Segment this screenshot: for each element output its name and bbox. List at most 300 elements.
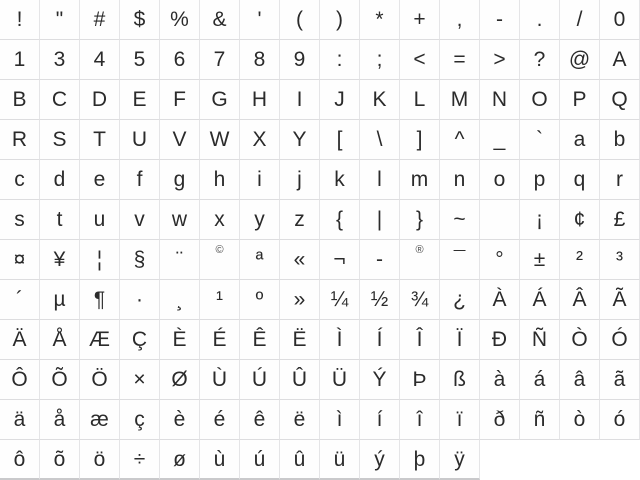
glyph-cell[interactable] bbox=[80, 200, 120, 240]
glyph: ° bbox=[495, 248, 504, 271]
glyph-cell[interactable] bbox=[480, 240, 520, 280]
glyph-cell[interactable] bbox=[200, 440, 240, 480]
glyph: ë bbox=[293, 408, 306, 431]
glyph-cell[interactable] bbox=[480, 160, 520, 200]
glyph-cell[interactable] bbox=[440, 120, 480, 160]
glyph-cell[interactable] bbox=[0, 120, 40, 160]
glyph: º bbox=[255, 288, 264, 311]
glyph-cell[interactable] bbox=[120, 240, 160, 280]
glyph: ^ bbox=[454, 128, 465, 151]
glyph: ¨ bbox=[176, 248, 183, 271]
glyph: g bbox=[173, 168, 186, 191]
glyph: \ bbox=[376, 128, 383, 151]
glyph: ¡ bbox=[536, 208, 543, 231]
glyph-cell[interactable] bbox=[440, 360, 480, 400]
glyph-cell[interactable] bbox=[280, 160, 320, 200]
glyph: . bbox=[536, 8, 543, 31]
glyph-cell[interactable] bbox=[160, 200, 200, 240]
glyph-cell[interactable] bbox=[80, 0, 120, 40]
glyph: { bbox=[335, 208, 343, 231]
glyph: × bbox=[133, 368, 146, 391]
glyph-cell[interactable] bbox=[40, 280, 80, 320]
glyph-cell[interactable] bbox=[560, 320, 600, 360]
glyph-cell[interactable] bbox=[560, 120, 600, 160]
glyph: ¹ bbox=[216, 288, 223, 311]
glyph: @ bbox=[568, 48, 591, 71]
glyph: O bbox=[531, 88, 548, 111]
glyph: î bbox=[416, 408, 423, 431]
glyph: T bbox=[93, 128, 106, 151]
glyph-cell[interactable] bbox=[320, 40, 360, 80]
glyph: É bbox=[212, 328, 227, 351]
glyph: u bbox=[93, 208, 106, 231]
glyph: 7 bbox=[213, 48, 226, 71]
glyph-cell[interactable] bbox=[200, 240, 240, 280]
glyph-cell[interactable] bbox=[400, 400, 440, 440]
glyph-cell[interactable] bbox=[240, 120, 280, 160]
glyph-cell[interactable] bbox=[520, 160, 560, 200]
glyph-cell[interactable] bbox=[160, 320, 200, 360]
glyph-cell[interactable] bbox=[0, 160, 40, 200]
glyph-cell[interactable] bbox=[40, 240, 80, 280]
glyph: , bbox=[456, 8, 463, 31]
glyph-cell[interactable] bbox=[440, 40, 480, 80]
glyph-cell[interactable] bbox=[560, 40, 600, 80]
glyph: Ì bbox=[336, 328, 343, 351]
glyph-cell[interactable] bbox=[520, 360, 560, 400]
glyph-cell[interactable] bbox=[320, 240, 360, 280]
glyph: < bbox=[413, 48, 426, 71]
glyph: B bbox=[12, 88, 27, 111]
glyph: Q bbox=[611, 88, 628, 111]
glyph-cell[interactable] bbox=[400, 0, 440, 40]
glyph: W bbox=[209, 128, 230, 151]
glyph-cell[interactable] bbox=[40, 400, 80, 440]
glyph-cell[interactable] bbox=[240, 80, 280, 120]
glyph: Ã bbox=[612, 288, 627, 311]
glyph: # bbox=[93, 8, 106, 31]
glyph-cell[interactable] bbox=[520, 200, 560, 240]
glyph: Ñ bbox=[531, 328, 548, 351]
glyph-cell[interactable] bbox=[240, 0, 280, 40]
glyph-cell[interactable] bbox=[200, 200, 240, 240]
glyph-cell[interactable] bbox=[120, 320, 160, 360]
glyph: 1 bbox=[13, 48, 26, 71]
glyph: k bbox=[334, 168, 345, 191]
glyph-cell[interactable] bbox=[480, 280, 520, 320]
glyph-cell[interactable] bbox=[400, 80, 440, 120]
glyph-cell[interactable] bbox=[600, 400, 640, 440]
glyph-cell[interactable] bbox=[360, 360, 400, 400]
glyph: ¾ bbox=[410, 288, 429, 311]
glyph: ± bbox=[533, 248, 546, 271]
glyph: v bbox=[134, 208, 145, 231]
glyph-cell[interactable] bbox=[600, 280, 640, 320]
glyph-cell[interactable] bbox=[40, 40, 80, 80]
glyph-cell[interactable] bbox=[600, 120, 640, 160]
empty-area bbox=[560, 440, 600, 480]
glyph-cell[interactable] bbox=[360, 0, 400, 40]
glyph-cell[interactable] bbox=[400, 40, 440, 80]
glyph-cell[interactable] bbox=[160, 280, 200, 320]
glyph: Ô bbox=[11, 368, 28, 391]
glyph: À bbox=[492, 288, 507, 311]
glyph: P bbox=[572, 88, 587, 111]
glyph: n bbox=[453, 168, 466, 191]
glyph: · bbox=[136, 288, 143, 311]
glyph-cell[interactable] bbox=[80, 80, 120, 120]
glyph-cell[interactable] bbox=[0, 0, 40, 40]
glyph-cell[interactable] bbox=[0, 400, 40, 440]
glyph-cell[interactable] bbox=[80, 360, 120, 400]
glyph-cell[interactable] bbox=[160, 80, 200, 120]
glyph-cell[interactable] bbox=[240, 360, 280, 400]
glyph-cell[interactable] bbox=[200, 320, 240, 360]
glyph: c bbox=[14, 168, 25, 191]
glyph-cell[interactable] bbox=[120, 160, 160, 200]
glyph-cell[interactable] bbox=[400, 360, 440, 400]
glyph-cell[interactable] bbox=[120, 280, 160, 320]
glyph-cell[interactable] bbox=[200, 160, 240, 200]
glyph-cell[interactable] bbox=[160, 360, 200, 400]
glyph: " bbox=[55, 8, 64, 31]
glyph-cell[interactable] bbox=[120, 360, 160, 400]
glyph: $ bbox=[133, 8, 146, 31]
glyph-cell[interactable] bbox=[400, 200, 440, 240]
glyph-cell[interactable] bbox=[120, 400, 160, 440]
glyph: ½ bbox=[370, 288, 389, 311]
glyph-cell[interactable] bbox=[520, 120, 560, 160]
glyph-cell[interactable] bbox=[320, 160, 360, 200]
glyph-cell[interactable] bbox=[320, 120, 360, 160]
glyph-cell[interactable] bbox=[560, 0, 600, 40]
glyph-cell[interactable] bbox=[80, 400, 120, 440]
glyph-cell[interactable] bbox=[360, 400, 400, 440]
glyph-cell[interactable] bbox=[480, 320, 520, 360]
glyph-cell[interactable] bbox=[360, 200, 400, 240]
glyph: Ä bbox=[12, 328, 27, 351]
glyph-cell[interactable] bbox=[320, 80, 360, 120]
glyph-cell[interactable] bbox=[120, 40, 160, 80]
glyph-cell[interactable] bbox=[560, 360, 600, 400]
glyph: ú bbox=[253, 447, 266, 471]
glyph: ¼ bbox=[330, 288, 349, 311]
glyph-cell[interactable] bbox=[440, 400, 480, 440]
glyph-cell[interactable] bbox=[0, 40, 40, 80]
glyph-cell[interactable] bbox=[120, 120, 160, 160]
glyph: N bbox=[491, 88, 508, 111]
glyph-cell[interactable] bbox=[280, 320, 320, 360]
glyph-cell[interactable] bbox=[280, 240, 320, 280]
glyph: Ò bbox=[571, 328, 588, 351]
glyph-cell[interactable] bbox=[360, 440, 400, 480]
glyph-cell[interactable] bbox=[120, 80, 160, 120]
glyph-cell[interactable] bbox=[160, 120, 200, 160]
glyph: µ bbox=[53, 288, 66, 311]
glyph: Õ bbox=[51, 368, 68, 391]
glyph-cell[interactable] bbox=[320, 400, 360, 440]
glyph-cell[interactable] bbox=[80, 160, 120, 200]
glyph: » bbox=[293, 288, 306, 311]
glyph-cell[interactable] bbox=[80, 440, 120, 480]
glyph-cell[interactable] bbox=[280, 200, 320, 240]
glyph-cell[interactable] bbox=[40, 360, 80, 400]
glyph-cell[interactable] bbox=[320, 440, 360, 480]
glyph: æ bbox=[90, 408, 109, 431]
glyph-cell[interactable] bbox=[240, 160, 280, 200]
glyph-cell[interactable] bbox=[400, 440, 440, 480]
glyph-cell[interactable] bbox=[360, 160, 400, 200]
glyph-cell[interactable] bbox=[600, 360, 640, 400]
glyph-cell[interactable] bbox=[240, 40, 280, 80]
glyph: Ó bbox=[611, 328, 628, 351]
glyph: 9 bbox=[293, 48, 306, 71]
glyph: þ bbox=[413, 447, 426, 471]
glyph-cell[interactable] bbox=[160, 160, 200, 200]
glyph-cell[interactable] bbox=[560, 160, 600, 200]
glyph-cell[interactable] bbox=[160, 240, 200, 280]
glyph-cell[interactable] bbox=[80, 40, 120, 80]
glyph-cell[interactable] bbox=[320, 0, 360, 40]
glyph-cell[interactable] bbox=[440, 440, 480, 480]
glyph: 4 bbox=[93, 48, 106, 71]
glyph-cell[interactable] bbox=[360, 120, 400, 160]
glyph: ¤ bbox=[13, 248, 26, 271]
glyph-cell[interactable] bbox=[40, 0, 80, 40]
glyph: ¢ bbox=[573, 208, 586, 231]
glyph-cell[interactable] bbox=[520, 40, 560, 80]
glyph-cell[interactable] bbox=[440, 200, 480, 240]
glyph-cell[interactable] bbox=[400, 320, 440, 360]
glyph-cell[interactable] bbox=[200, 0, 240, 40]
glyph-cell[interactable] bbox=[440, 0, 480, 40]
glyph-cell[interactable] bbox=[0, 440, 40, 480]
glyph-cell[interactable] bbox=[520, 0, 560, 40]
glyph-cell[interactable] bbox=[600, 0, 640, 40]
glyph-cell[interactable] bbox=[520, 320, 560, 360]
glyph: j bbox=[297, 168, 302, 191]
glyph: / bbox=[576, 8, 583, 31]
glyph-cell[interactable] bbox=[520, 240, 560, 280]
glyph-cell[interactable] bbox=[240, 240, 280, 280]
glyph: Â bbox=[572, 288, 587, 311]
glyph-cell[interactable] bbox=[40, 320, 80, 360]
glyph-cell[interactable] bbox=[480, 120, 520, 160]
glyph-cell[interactable] bbox=[360, 80, 400, 120]
glyph: Ø bbox=[171, 368, 188, 391]
glyph-cell[interactable] bbox=[480, 200, 520, 240]
glyph: h bbox=[213, 168, 226, 191]
glyph: V bbox=[172, 128, 187, 151]
glyph-cell[interactable] bbox=[280, 360, 320, 400]
glyph-cell[interactable] bbox=[480, 360, 520, 400]
glyph-cell[interactable] bbox=[240, 200, 280, 240]
glyph-cell[interactable] bbox=[280, 440, 320, 480]
glyph-cell[interactable] bbox=[600, 160, 640, 200]
glyph: å bbox=[53, 408, 66, 431]
glyph: I bbox=[296, 88, 303, 111]
glyph: ð bbox=[493, 408, 506, 431]
glyph-cell[interactable] bbox=[560, 400, 600, 440]
glyph-cell[interactable] bbox=[440, 240, 480, 280]
glyph: é bbox=[213, 408, 226, 431]
glyph: Ù bbox=[211, 368, 228, 391]
glyph-cell[interactable] bbox=[520, 280, 560, 320]
glyph: o bbox=[493, 168, 506, 191]
glyph: Ï bbox=[456, 328, 463, 351]
glyph: ~ bbox=[453, 208, 466, 231]
glyph: r bbox=[616, 168, 623, 191]
glyph: í bbox=[376, 408, 383, 431]
glyph: ´ bbox=[16, 288, 23, 311]
glyph: Ü bbox=[331, 368, 348, 391]
glyph-cell[interactable] bbox=[80, 120, 120, 160]
glyph: x bbox=[214, 208, 225, 231]
glyph: Û bbox=[291, 368, 308, 391]
glyph-cell[interactable] bbox=[0, 240, 40, 280]
glyph-cell[interactable] bbox=[40, 200, 80, 240]
glyph-cell[interactable] bbox=[400, 280, 440, 320]
glyph: 3 bbox=[53, 48, 66, 71]
glyph: m bbox=[410, 168, 429, 191]
glyph: ? bbox=[533, 48, 546, 71]
glyph-cell[interactable] bbox=[320, 200, 360, 240]
glyph-cell[interactable] bbox=[0, 360, 40, 400]
empty-area bbox=[520, 440, 560, 480]
glyph-cell[interactable] bbox=[560, 80, 600, 120]
glyph: ø bbox=[173, 447, 186, 471]
glyph-cell[interactable] bbox=[600, 80, 640, 120]
glyph-cell[interactable] bbox=[560, 200, 600, 240]
glyph-cell[interactable] bbox=[600, 40, 640, 80]
glyph-cell[interactable] bbox=[280, 80, 320, 120]
glyph-cell[interactable] bbox=[240, 320, 280, 360]
glyph: + bbox=[413, 8, 426, 31]
glyph-cell[interactable] bbox=[200, 40, 240, 80]
glyph-cell[interactable] bbox=[600, 320, 640, 360]
glyph: C bbox=[51, 88, 68, 111]
glyph: è bbox=[173, 408, 186, 431]
glyph: § bbox=[133, 248, 146, 271]
glyph-cell[interactable] bbox=[280, 120, 320, 160]
glyph-cell[interactable] bbox=[600, 240, 640, 280]
glyph: Ë bbox=[292, 328, 307, 351]
glyph: q bbox=[573, 168, 586, 191]
glyph-cell[interactable] bbox=[40, 160, 80, 200]
glyph-cell[interactable] bbox=[80, 320, 120, 360]
glyph: } bbox=[415, 208, 423, 231]
glyph-cell[interactable] bbox=[320, 360, 360, 400]
glyph: ' bbox=[257, 8, 262, 31]
glyph-cell[interactable] bbox=[40, 80, 80, 120]
glyph: Æ bbox=[89, 328, 110, 351]
glyph-cell[interactable] bbox=[440, 320, 480, 360]
glyph-cell[interactable] bbox=[520, 400, 560, 440]
glyph-cell[interactable] bbox=[360, 40, 400, 80]
glyph-cell[interactable] bbox=[160, 40, 200, 80]
glyph-cell[interactable] bbox=[200, 400, 240, 440]
glyph: ® bbox=[415, 244, 424, 256]
glyph: b bbox=[613, 128, 626, 151]
glyph-cell[interactable] bbox=[240, 400, 280, 440]
glyph-cell[interactable] bbox=[360, 240, 400, 280]
glyph-cell[interactable] bbox=[0, 200, 40, 240]
glyph-cell[interactable] bbox=[0, 320, 40, 360]
glyph-cell[interactable] bbox=[280, 40, 320, 80]
empty-area bbox=[600, 440, 640, 480]
glyph-cell[interactable] bbox=[80, 280, 120, 320]
glyph-cell[interactable] bbox=[280, 0, 320, 40]
glyph-cell[interactable] bbox=[360, 280, 400, 320]
glyph-cell[interactable] bbox=[280, 400, 320, 440]
glyph-cell[interactable] bbox=[480, 0, 520, 40]
glyph-cell[interactable] bbox=[520, 80, 560, 120]
glyph-cell[interactable] bbox=[200, 360, 240, 400]
glyph: R bbox=[11, 128, 28, 151]
glyph: ê bbox=[253, 408, 266, 431]
glyph-cell[interactable] bbox=[560, 280, 600, 320]
glyph-cell[interactable] bbox=[160, 400, 200, 440]
glyph-cell[interactable] bbox=[400, 160, 440, 200]
glyph-cell[interactable] bbox=[400, 240, 440, 280]
glyph-cell[interactable] bbox=[40, 120, 80, 160]
glyph-cell[interactable] bbox=[0, 280, 40, 320]
glyph-cell[interactable] bbox=[40, 440, 80, 480]
glyph: ` bbox=[536, 128, 543, 151]
glyph-cell[interactable] bbox=[200, 280, 240, 320]
glyph-cell[interactable] bbox=[400, 120, 440, 160]
glyph: ( bbox=[296, 8, 303, 31]
glyph-cell[interactable] bbox=[440, 160, 480, 200]
glyph-cell[interactable] bbox=[200, 80, 240, 120]
glyph: à bbox=[493, 368, 506, 391]
glyph-cell[interactable] bbox=[560, 240, 600, 280]
glyph: K bbox=[372, 88, 387, 111]
glyph-cell[interactable] bbox=[320, 320, 360, 360]
glyph-cell[interactable] bbox=[240, 440, 280, 480]
glyph-cell[interactable] bbox=[120, 440, 160, 480]
glyph-cell[interactable] bbox=[280, 280, 320, 320]
glyph-cell[interactable] bbox=[440, 280, 480, 320]
glyph-cell[interactable] bbox=[480, 80, 520, 120]
glyph: a bbox=[573, 128, 586, 151]
glyph-cell[interactable] bbox=[160, 440, 200, 480]
glyph-cell[interactable] bbox=[200, 120, 240, 160]
glyph-cell[interactable] bbox=[480, 40, 520, 80]
glyph-cell[interactable] bbox=[320, 280, 360, 320]
glyph: ² bbox=[576, 248, 583, 271]
glyph-cell[interactable] bbox=[120, 0, 160, 40]
glyph-cell[interactable] bbox=[440, 80, 480, 120]
glyph: ù bbox=[213, 447, 226, 471]
glyph-cell[interactable] bbox=[80, 240, 120, 280]
glyph: ì bbox=[336, 408, 343, 431]
glyph: ç bbox=[134, 408, 145, 431]
glyph-cell[interactable] bbox=[160, 0, 200, 40]
glyph-cell[interactable] bbox=[480, 400, 520, 440]
glyph-cell[interactable] bbox=[240, 280, 280, 320]
glyph: M bbox=[450, 88, 469, 111]
glyph: ý bbox=[374, 447, 385, 471]
glyph: Í bbox=[376, 328, 383, 351]
glyph-cell[interactable] bbox=[600, 200, 640, 240]
glyph-cell[interactable] bbox=[0, 80, 40, 120]
glyph: e bbox=[93, 168, 106, 191]
glyph-cell[interactable] bbox=[360, 320, 400, 360]
glyph: p bbox=[533, 168, 546, 191]
glyph: t bbox=[56, 208, 63, 231]
glyph-cell[interactable] bbox=[120, 200, 160, 240]
